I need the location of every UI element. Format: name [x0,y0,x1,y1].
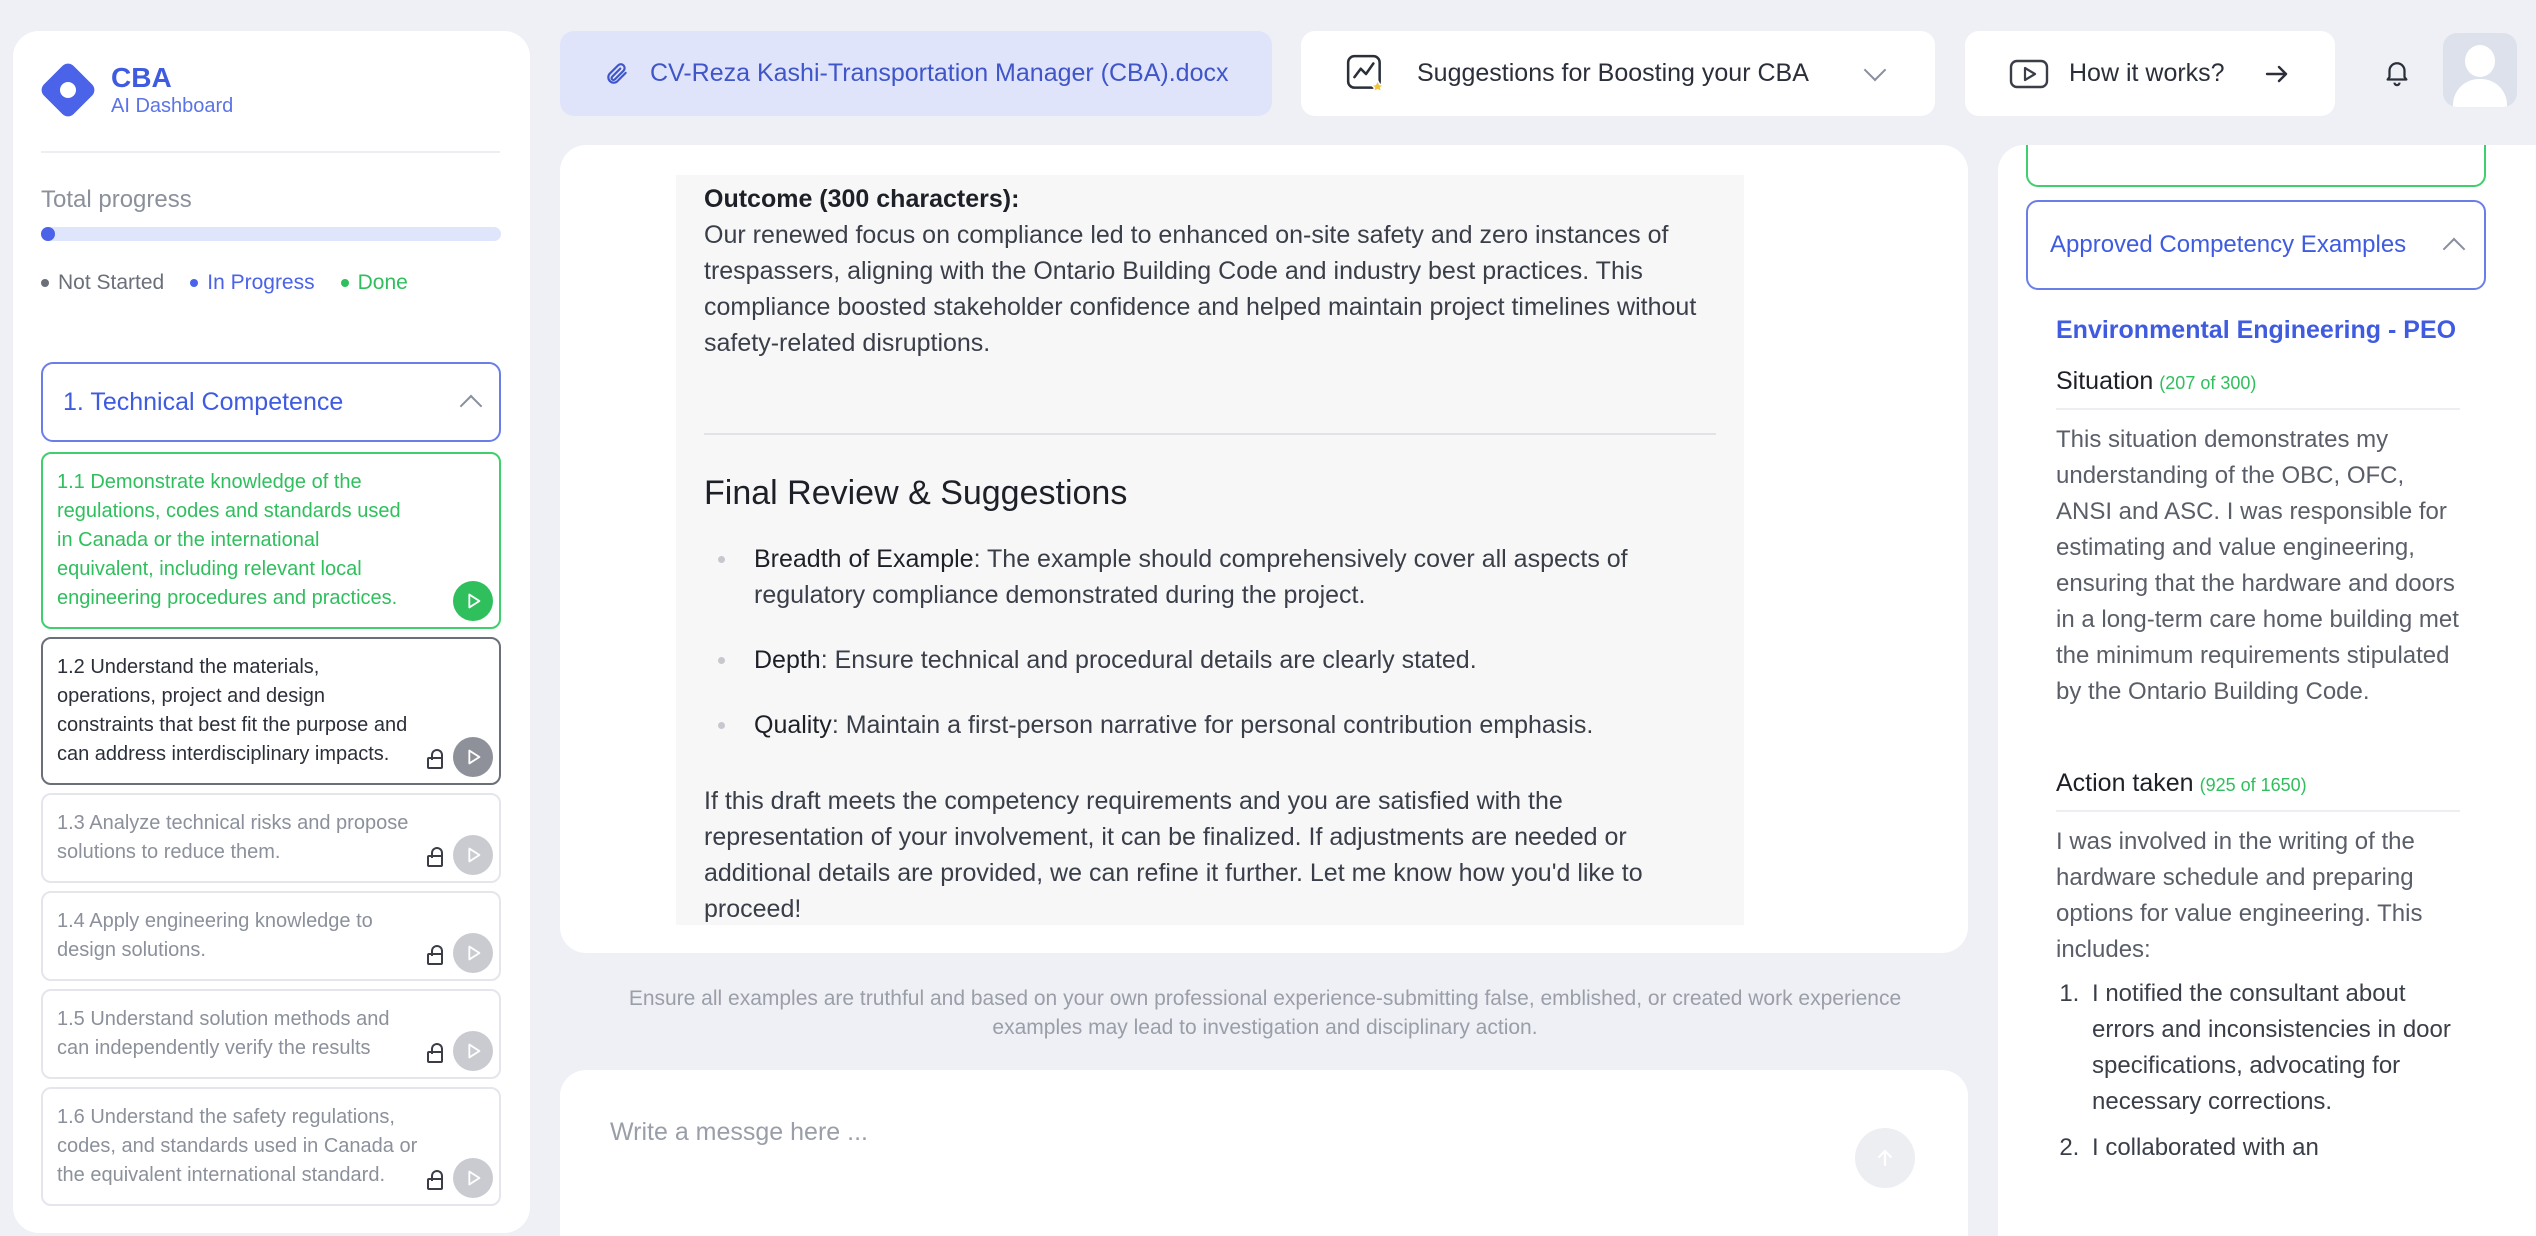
play-icon[interactable] [453,835,493,875]
competency-item-1-3[interactable] [41,793,501,883]
disclaimer: Ensure all examples are truthful and based on your own professional experience-submitting false, emblished, or created work experience examples may lead to investigation and disciplinary action. [628,987,1902,1039]
how-it-works-button[interactable] [1965,31,2335,116]
logo-icon [39,61,97,119]
competency-list [41,452,501,1214]
file-name: CV-Reza Kashi-Transportation Manager (CBA).docx [650,59,1229,87]
situation-count: (207 of 300) [2159,373,2257,393]
situation-label: Situation (207 of 300) [2056,364,2460,410]
competency-item-1-4[interactable] [41,891,501,981]
right-panel [1998,145,2536,1236]
suggestion-list [704,541,1716,743]
suggestion-item: Depth: Ensure technical and procedural details are clearly stated. [704,642,1716,678]
action-count: (925 of 1650) [2199,775,2307,795]
review-title: Final Review & Suggestions [704,474,1128,512]
video-icon [2009,59,2049,89]
competency-label: 1.5 Understand solution methods and can independently verify the results [57,1008,390,1059]
lock-icon [427,757,443,769]
legend-in-progress: In Progress [190,271,314,295]
action-label: Action taken (925 of 1650) [2056,766,2460,812]
play-icon[interactable] [453,1158,493,1198]
progress-bar [41,227,501,241]
progress-legend [41,271,408,295]
suggestion-item: Quality: Maintain a first-person narrative for personal contribution emphasis. [704,707,1716,743]
competency-label: 1.3 Analyze technical risks and propose solutions to reduce them. [57,812,409,863]
closing-text: If this draft meets the competency requirements and you are satisfied with the representation of your involvement, it can be finalized. If adjustments are needed or additional details are provided, we can refine it further. Let me know how you'd like to proceed! [704,787,1643,923]
attached-file-chip[interactable] [560,31,1272,116]
section-title: 1. Technical Competence [63,387,344,416]
avatar[interactable] [2443,33,2517,107]
outcome-text: Our renewed focus on compliance led to enhanced on-site safety and zero instances of trespassers, aligning with the Ontario Building Code and industry best practices. This compliance boosted stakeholder confidence and helped maintain project timelines without safety-related disruptions. [704,221,1697,357]
assistant-message [676,175,1744,925]
bell-icon[interactable] [2382,57,2412,87]
brand-title: CBA [111,62,172,93]
play-icon[interactable] [453,581,493,621]
send-button[interactable] [1855,1128,1915,1188]
outcome-title: Outcome (300 characters): [704,185,1020,213]
chevron-up-icon [2443,238,2466,261]
competency-label: 1.6 Understand the safety regulations, codes, and standards used in Canada or the equivalent international standard. [57,1106,418,1186]
suggestions-label: Suggestions for Boosting your CBA [1417,59,1809,87]
divider [41,151,500,153]
arrow-right-icon [2265,64,2289,84]
competency-label: 1.1 Demonstrate knowledge of the regulations, codes and standards used in Canada or the international equivalent, including relevant local engineering procedures and practices. [57,471,401,609]
progress-label: Total progress [41,186,192,213]
suggestion-item: Breadth of Example: The example should comprehensively cover all aspects of regulatory compliance demonstrated during the project. [704,541,1716,613]
play-icon[interactable] [453,737,493,777]
chat-panel [560,145,1968,953]
message-input[interactable] [610,1112,1810,1152]
competency-label: 1.2 Understand the materials, operations, project and design constraints that best fit the purpose and can address interdisciplinary impacts. [57,656,408,765]
approved-examples-header[interactable] [2026,200,2486,290]
chevron-down-icon [1864,58,1887,81]
sidebar [13,31,530,1233]
lock-icon [427,953,443,965]
competency-item-1-1[interactable] [41,452,501,629]
example-title: Environmental Engineering - PEO [2056,316,2457,344]
lock-icon [427,1051,443,1063]
legend-not-started: Not Started [41,271,164,295]
situation-text: This situation demonstrates my understanding of the OBC, OFC, ANSI and ASC. I was responsible for estimating and value engineering, ensuring that the hardware and doors in a long-term care home building met the minimum requirements stipulated by the Ontario Building Code. [2056,426,2459,705]
approved-examples-title: Approved Competency Examples [2050,231,2407,258]
suggestions-dropdown[interactable] [1301,31,1935,116]
legend-done: Done [341,271,408,295]
chevron-up-icon [460,395,483,418]
progress-fill [41,227,55,241]
competency-label: 1.4 Apply engineering knowledge to design solutions. [57,910,373,961]
action-item: 2. I collaborated with an [2086,1130,2460,1166]
play-icon[interactable] [453,933,493,973]
previous-section-edge [2026,145,2486,187]
how-it-works-label: How it works? [2069,59,2225,87]
brand[interactable] [35,61,233,119]
action-list [2056,976,2460,1166]
section-technical-competence[interactable] [41,362,501,442]
lock-icon [427,1178,443,1190]
competency-item-1-5[interactable] [41,989,501,1079]
action-item: 1. I notified the consultant about errors and inconsistencies in door specifications, advocating for necessary corrections. [2086,976,2460,1120]
chart-star-icon [1345,53,1387,95]
competency-item-1-2[interactable] [41,637,501,785]
play-icon[interactable] [453,1031,493,1071]
message-composer [560,1070,1968,1236]
paperclip-icon [604,61,630,87]
competency-item-1-6[interactable] [41,1087,501,1206]
arrow-up-icon [1875,1148,1895,1168]
example-content [2056,313,2460,1176]
brand-subtitle: AI Dashboard [111,95,234,117]
action-text: I was involved in the writing of the hardware schedule and preparing options for value engineering. This includes: [2056,828,2423,963]
lock-icon [427,855,443,867]
divider [704,433,1716,435]
